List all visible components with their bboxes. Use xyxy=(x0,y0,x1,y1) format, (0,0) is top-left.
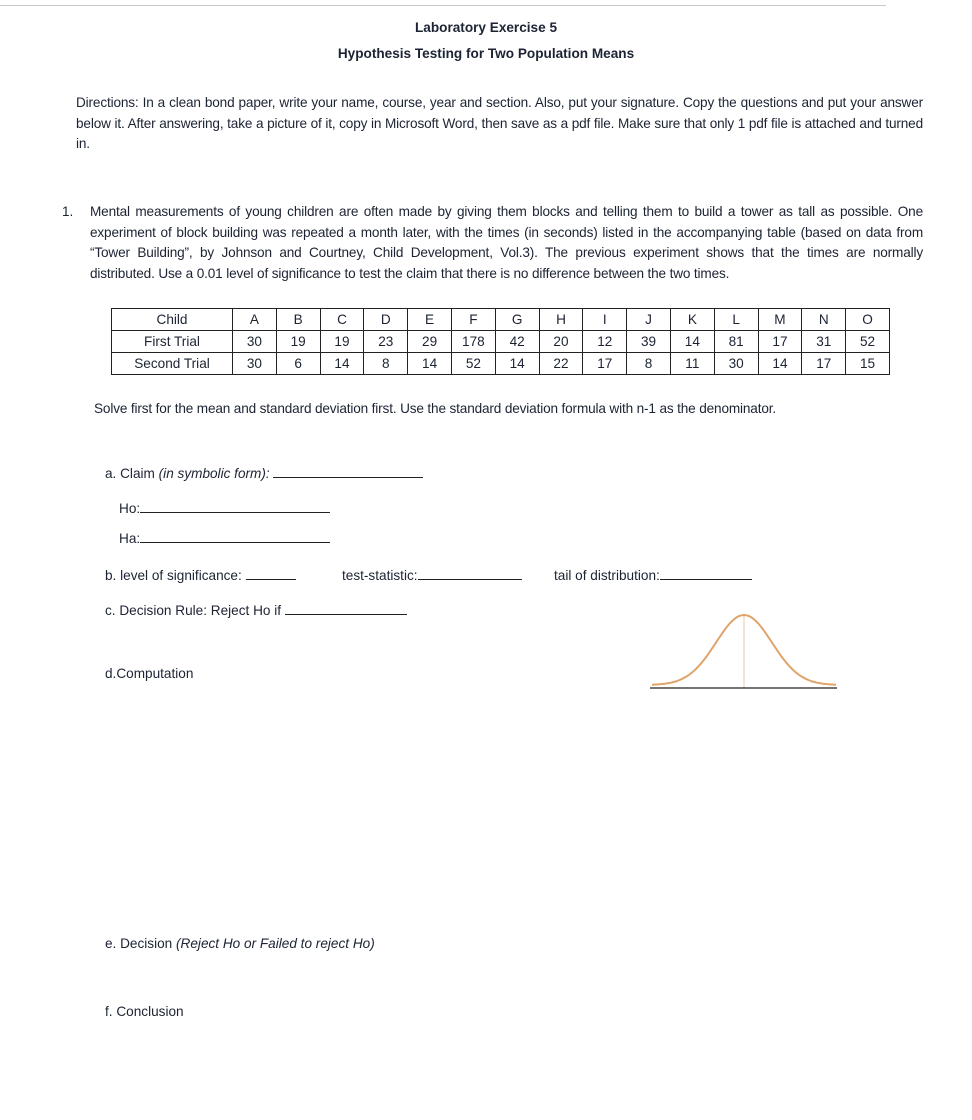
table-cell: 29 xyxy=(408,331,452,353)
claim-blank[interactable] xyxy=(273,463,423,478)
table-cell: 12 xyxy=(583,331,627,353)
table-cell: C xyxy=(320,309,364,331)
table-cell: 11 xyxy=(670,353,714,375)
table-cell: A xyxy=(233,309,277,331)
test-stat-label: test-statistic: xyxy=(342,568,418,583)
table-cell: L xyxy=(714,309,758,331)
question-text: Mental measurements of young children are often made by giving them blocks and telling them to build a tower as tall as possible. One experiment of block building was repeated a month later, with the times (in seconds) listed in the accompanying table (based on data from “Tower Building”, by Johnson and Courtney, Child Development, Vol.3). The previous experiment shows that the times are normally distributed. Use a 0.01 level of significance to test the claim that there is no difference between the two times. xyxy=(90,204,923,281)
directions: Directions: In a clean bond paper, write your name, course, year and section. Also, put your signature. Copy the questions and put your answer below it. After answering, take a picture of it, copy in Microsoft Word, then save as a pdf file. Make sure that only 1 pdf file is attached and turned in. xyxy=(76,95,923,151)
table-cell: I xyxy=(583,309,627,331)
tail-item xyxy=(554,565,752,583)
claim-label: a. Claim xyxy=(105,466,159,481)
table-cell: N xyxy=(802,309,846,331)
normal-curve-diagram xyxy=(640,605,850,695)
significance-label: b. level of significance: xyxy=(105,568,242,583)
title: Laboratory Exercise 5 xyxy=(414,20,558,35)
table-header-row xyxy=(112,309,890,331)
decision-label: e. Decision xyxy=(105,936,177,951)
subtitle: Hypothesis Testing for Two Population Means xyxy=(337,46,635,61)
table-cell: 52 xyxy=(846,331,890,353)
table-cell: First Trial xyxy=(112,331,233,353)
table-cell: 39 xyxy=(627,331,671,353)
table-cell: E xyxy=(408,309,452,331)
table-cell: 17 xyxy=(583,353,627,375)
table-cell: H xyxy=(539,309,583,331)
table-cell: 14 xyxy=(670,331,714,353)
table-cell: 20 xyxy=(539,331,583,353)
table-cell: 30 xyxy=(714,353,758,375)
table-cell: 15 xyxy=(846,353,890,375)
table-cell: G xyxy=(495,309,539,331)
table-cell: 14 xyxy=(495,353,539,375)
table-cell: 17 xyxy=(802,353,846,375)
table-cell: Child xyxy=(112,309,233,331)
table-cell: O xyxy=(846,309,890,331)
significance-blank[interactable] xyxy=(246,565,296,580)
table-cell: 14 xyxy=(320,353,364,375)
ho-item xyxy=(119,498,330,516)
table-cell: 8 xyxy=(364,353,408,375)
table-row xyxy=(112,353,890,375)
conclusion-label: f. Conclusion xyxy=(105,1004,184,1019)
table-cell: M xyxy=(758,309,802,331)
computation-label: d.Computation xyxy=(105,666,194,681)
table-cell: 30 xyxy=(233,331,277,353)
decision-rule-label: c. Decision Rule: Reject Ho if xyxy=(105,603,282,618)
table-cell: Second Trial xyxy=(112,353,233,375)
table-cell: 22 xyxy=(539,353,583,375)
decision-rule-item xyxy=(105,600,407,618)
table-cell: 23 xyxy=(364,331,408,353)
test-stat-item xyxy=(342,565,522,583)
table-cell: 8 xyxy=(627,353,671,375)
table-cell: 19 xyxy=(320,331,364,353)
table-cell: D xyxy=(364,309,408,331)
question-number: 1. xyxy=(62,204,74,219)
data-table xyxy=(111,308,890,375)
ha-item xyxy=(119,528,330,546)
significance-item xyxy=(105,565,296,583)
instruction: Solve first for the mean and standard deviation first. Use the standard deviation formula with n-1 as the denominator. xyxy=(94,401,777,416)
ha-blank[interactable] xyxy=(140,528,330,543)
ho-blank[interactable] xyxy=(140,498,330,513)
table-cell: B xyxy=(276,309,320,331)
top-divider xyxy=(0,5,886,6)
table-cell: 42 xyxy=(495,331,539,353)
table-cell: 14 xyxy=(408,353,452,375)
table-cell: 6 xyxy=(276,353,320,375)
tail-blank[interactable] xyxy=(660,565,752,580)
table-row xyxy=(112,331,890,353)
ho-label: Ho: xyxy=(119,501,141,516)
table-cell: 14 xyxy=(758,353,802,375)
table-cell: 81 xyxy=(714,331,758,353)
ha-label: Ha: xyxy=(119,531,141,546)
table-cell: 17 xyxy=(758,331,802,353)
decision-italic: (Reject Ho or Failed to reject Ho) xyxy=(176,936,375,951)
claim-italic: (in symbolic form): xyxy=(158,466,270,481)
table-cell: 52 xyxy=(451,353,495,375)
decision-rule-blank[interactable] xyxy=(285,600,407,615)
table-cell: K xyxy=(670,309,714,331)
table-cell: 19 xyxy=(276,331,320,353)
table-cell: J xyxy=(627,309,671,331)
table-cell: 30 xyxy=(233,353,277,375)
tail-label: tail of distribution: xyxy=(554,568,660,583)
table-cell: F xyxy=(451,309,495,331)
decision-item xyxy=(105,936,375,951)
table-cell: 31 xyxy=(802,331,846,353)
table-cell: 178 xyxy=(451,331,495,353)
test-stat-blank[interactable] xyxy=(418,565,522,580)
claim-item xyxy=(105,463,423,481)
